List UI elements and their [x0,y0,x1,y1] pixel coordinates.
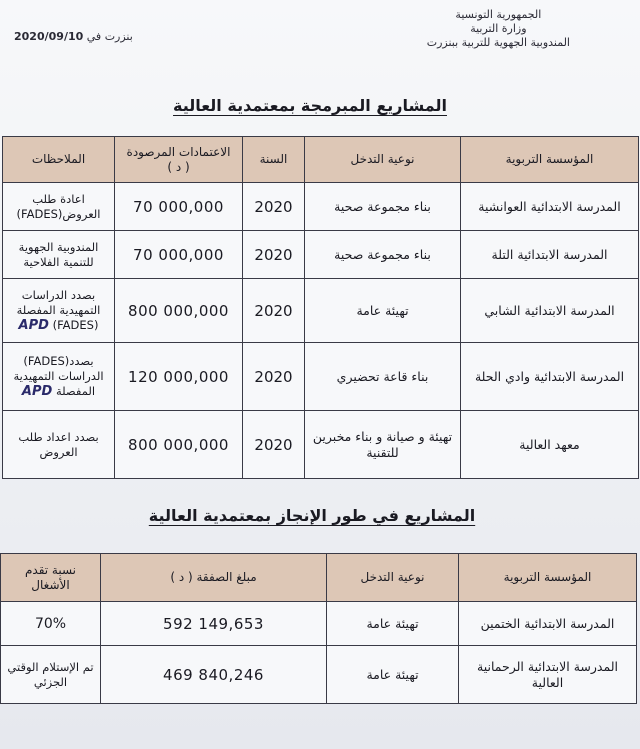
col-progress: نسبة تقدم الأشغال [1,554,101,602]
cell-year: 2020 [243,183,305,231]
cell-institution: المدرسة الابتدائية العوانشية [461,183,639,231]
table-header-row [3,137,639,183]
cell-notes: بصدد اعداد طلب العروض [3,411,115,479]
cell-institution: المدرسة الابتدائية وادي الحلة [461,343,639,411]
col-notes: الملاحظات [3,137,115,183]
cell-institution: المدرسة الابتدائية الرحمانية العالية [459,646,637,704]
col-intervention: نوعية التدخل [327,554,459,602]
cell-credits: 120 000,000 [115,343,243,411]
cell-year: 2020 [243,231,305,279]
cell-amount: 469 840,246 [101,646,327,704]
cell-institution: معهد العالية [461,411,639,479]
cell-year: 2020 [243,411,305,479]
cell-institution: المدرسة الابتدائية الشابي [461,279,639,343]
cell-year: 2020 [243,343,305,411]
col-amount: مبلغ الصفقة ( د ) [101,554,327,602]
table-header-row [1,554,637,602]
cell-intervention: بناء مجموعة صحية [305,183,461,231]
cell-notes [3,343,115,411]
cell-intervention: تهيئة و صيانة و بناء مخبرين للتقنية [305,411,461,479]
cell-progress: 70% [1,602,101,646]
place-date [14,30,133,43]
col-intervention: نوعية التدخل [305,137,461,183]
cell-notes: اعادة طلب العروض(FADES) [3,183,115,231]
table-row [1,646,637,704]
note-text: بصدد(FADES) الدراسات التمهيدية المفصلة [13,354,104,398]
table-row [3,411,639,479]
letterhead-ministry: وزارة التربية [470,22,527,35]
planned-projects-table [2,136,639,479]
cell-credits: 70 000,000 [115,231,243,279]
table-row [3,183,639,231]
letterhead-republic: الجمهورية التونسية [455,8,542,21]
cell-institution: المدرسة الابتدائية التلة [461,231,639,279]
table-row [3,343,639,411]
table-row [1,602,637,646]
handwritten-mark: APD [18,318,49,333]
cell-progress: تم الإستلام الوقتي الجزئي [1,646,101,704]
cell-year: 2020 [243,279,305,343]
cell-intervention: بناء مجموعة صحية [305,231,461,279]
cell-intervention: تهيئة عامة [327,646,459,704]
handwritten-mark: APD [21,384,53,399]
ongoing-projects-table [0,553,637,704]
cell-intervention: بناء قاعة تحضيري [305,343,461,411]
cell-credits: 800 000,000 [115,279,243,343]
section2-title: المشاريع في طور الإنجاز بمعتمدية العالية [148,506,476,525]
cell-notes: المندوبية الجهوية للتنمية الفلاحية [3,231,115,279]
col-year: السنة [243,137,305,183]
cell-notes [3,279,115,343]
col-institution: المؤسسة التربوية [459,554,637,602]
col-institution: المؤسسة التربوية [461,137,639,183]
col-credits-unit: ( د ) [167,159,190,174]
section1-title: المشاريع المبرمجة بمعتمدية العالية [173,96,447,115]
cell-credits: 800 000,000 [115,411,243,479]
cell-institution: المدرسة الابتدائية الختمين [459,602,637,646]
col-credits [115,137,243,183]
letterhead-directorate: المندوبية الجهوية للتربية ببنزرت [426,36,570,49]
place-date-prefix: بنزرت في [86,30,133,43]
cell-intervention: تهيئة عامة [327,602,459,646]
cell-intervention: تهيئة عامة [305,279,461,343]
col-credits-label: الاعتمادات المرصودة [126,144,231,159]
cell-amount: 592 149,653 [101,602,327,646]
table-row [3,279,639,343]
document-date: 2020/09/10 [14,30,84,43]
note-text: بصدد الدراسات التمهيدية المفصلة (FADES) [16,288,101,332]
table-row [3,231,639,279]
letterhead [427,8,570,50]
cell-credits: 70 000,000 [115,183,243,231]
